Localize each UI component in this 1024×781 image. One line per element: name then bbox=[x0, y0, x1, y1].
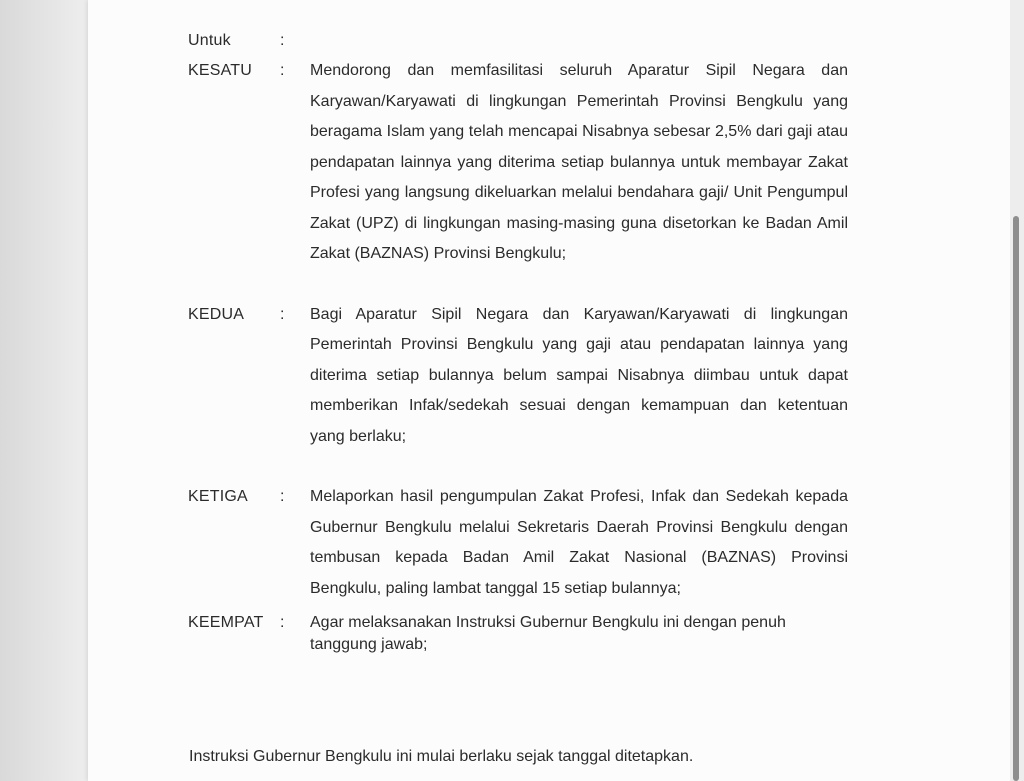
section-label: KESATU bbox=[188, 62, 253, 79]
section-text: Melaporkan hasil pengumpulan Zakat Profesi, Infak dan Sedekah kepada Gubernur Bengkulu melalui Sekretaris Daerah Provinsi Bengkulu dengan tembusan kepada Badan Amil Zakat Nasional (BAZNAS) Provinsi Bengkulu, paling lambat tanggal 15 setiap bulannya; bbox=[310, 488, 848, 597]
section-text: Mendorong dan memfasilitasi seluruh Aparatur Sipil Negara dan Karyawan/Karyawati di lingkungan Pemerintah Provinsi Bengkulu yang beragama Islam yang telah mencapai Nisabnya sebesar 2,5% dari gaji atau pendapatan lainnya yang diterima setiap bulannya untuk membayar Zakat Profesi yang langsung dikeluarkan melalui bendahara gaji/ Unit Pengumpul Zakat (UPZ) di lingkungan masing-masing guna disetorkan ke Badan Amil Zakat (BAZNAS) Provinsi Bengkulu; bbox=[310, 62, 848, 262]
section-text: Bagi Aparatur Sipil Negara dan Karyawan/Karyawati di lingkungan Pemerintah Provinsi Bengkulu yang gaji atau pendapatan lainnya yang diterima setiap bulannya belum sampai Nisabnya diimbau untuk dapat memberikan Infak/sedekah sesuai dengan kemampuan dan ketentuan yang berlaku; bbox=[310, 305, 848, 445]
section-label: KEEMPAT bbox=[188, 614, 264, 631]
section-text: Agar melaksanakan Instruksi Gubernur Bengkulu ini dengan penuh tanggung jawab; bbox=[310, 614, 786, 653]
section-keempat bbox=[188, 612, 848, 656]
untuk-colon: : bbox=[280, 32, 285, 49]
section-ketiga bbox=[188, 482, 848, 604]
untuk-label: Untuk bbox=[188, 32, 231, 49]
section-colon: : bbox=[280, 62, 285, 79]
section-kesatu bbox=[188, 56, 848, 270]
section-colon: : bbox=[280, 614, 285, 631]
document-footer-note: Instruksi Gubernur Bengkulu ini mulai berlaku sejak tanggal ditetapkan. bbox=[189, 748, 694, 765]
section-colon: : bbox=[280, 305, 285, 323]
section-kedua bbox=[188, 300, 848, 453]
untuk-row bbox=[188, 26, 848, 56]
vertical-scrollbar[interactable] bbox=[1013, 216, 1019, 781]
page-margin-left bbox=[0, 0, 88, 781]
section-label: KEDUA bbox=[188, 305, 245, 323]
instruction-body bbox=[188, 26, 848, 656]
section-label: KETIGA bbox=[188, 488, 248, 505]
section-colon: : bbox=[280, 488, 285, 505]
